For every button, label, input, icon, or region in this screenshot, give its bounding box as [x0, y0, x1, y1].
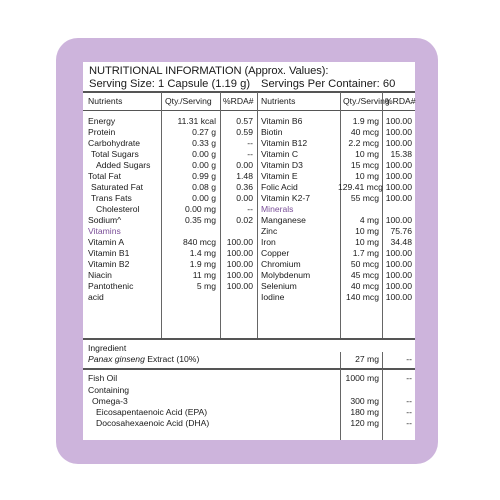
nutrient-rda: 0.02	[236, 215, 253, 225]
fish-oil-name: Docosahexaenoic Acid (DHA)	[96, 418, 210, 428]
nutrient-name: Manganese	[261, 215, 306, 225]
nutrient-name: Vitamin D3	[261, 160, 303, 170]
nutrient-name: Total Fat	[88, 171, 121, 181]
nutrient-qty: 0.33 g	[192, 138, 216, 148]
nutrient-rda: 100.00	[385, 171, 412, 181]
nutrient-name: Iron	[261, 237, 276, 247]
serving-size: Serving Size: 1 Capsule (1.19 g)	[89, 78, 251, 90]
fish-oil-qty: 300 mg	[350, 396, 379, 406]
nutrient-rda: 100.00	[385, 248, 412, 258]
nutrient-qty: 10 mg	[355, 149, 379, 159]
nutrient-rda: 0.57	[236, 116, 253, 126]
header-nutrients: Nutrients	[88, 96, 123, 106]
column-rule	[340, 369, 341, 440]
nutrient-name: Copper	[261, 248, 290, 258]
fish-oil-qty: 120 mg	[350, 418, 379, 428]
nutrient-name: Vitamin C	[261, 149, 299, 159]
nutrient-rda: 100.00	[226, 281, 253, 291]
column-rule	[220, 92, 221, 340]
nutrient-rda: 0.59	[236, 127, 253, 137]
nutrient-qty: 1.9 mg	[189, 259, 216, 269]
nutrient-name: Vitamin E	[261, 171, 298, 181]
nutrient-rda: 100.00	[385, 138, 412, 148]
header-rda-2: %RDA#	[385, 96, 416, 106]
nutrient-name: Selenium	[261, 281, 297, 291]
nutrient-rda: 0.00	[236, 193, 253, 203]
nutrient-rda: 100.00	[385, 259, 412, 269]
nutrient-rda: --	[247, 204, 253, 214]
fish-oil-name: Eicosapentaenoic Acid (EPA)	[96, 407, 208, 417]
nutrient-name: Chromium	[261, 259, 301, 269]
nutrient-name: Total Sugars	[91, 149, 139, 159]
nutrient-name: Cholesterol	[96, 204, 140, 214]
nutrient-rda: 100.00	[385, 292, 412, 302]
panel-title: NUTRITIONAL INFORMATION (Approx. Values):	[89, 65, 329, 77]
nutrient-qty: 840 mcg	[183, 237, 216, 247]
nutrient-qty: 0.08 g	[192, 182, 216, 192]
ingredient-qty: 27 mg	[355, 354, 379, 364]
divider	[83, 110, 415, 111]
nutrient-qty: 1.9 mg	[352, 116, 379, 126]
nutrient-name: Pantothenic	[88, 281, 134, 291]
nutrient-name: Vitamin B1	[88, 248, 130, 258]
nutrient-rda: 100.00	[385, 116, 412, 126]
nutrient-qty: 10 mg	[355, 171, 379, 181]
nutrient-qty: 45 mcg	[350, 270, 379, 280]
header-qty-2: Qty./Serving	[343, 96, 390, 106]
nutrient-qty: 0.00 mg	[184, 204, 216, 214]
nutrient-qty: 40 mcg	[350, 127, 379, 137]
nutrient-rda: 100.00	[385, 281, 412, 291]
nutrient-name: Molybdenum	[261, 270, 311, 280]
nutrient-rda: 34.48	[390, 237, 412, 247]
nutrition-panel	[83, 62, 415, 440]
header-qty: Qty./Serving	[165, 96, 212, 106]
column-rule	[340, 92, 341, 340]
nutrient-rda: 100.00	[226, 248, 253, 258]
nutrient-qty: 55 mcg	[350, 193, 379, 203]
nutrient-name: Niacin	[88, 270, 112, 280]
nutrient-qty: 0.99 g	[192, 171, 216, 181]
fish-oil-name: Fish Oil	[88, 373, 118, 383]
nutrient-rda: 0.36	[236, 182, 253, 192]
fish-oil-rda: --	[406, 373, 412, 383]
nutrient-rda: 100.00	[385, 182, 412, 192]
nutrient-name: Trans Fats	[91, 193, 132, 203]
section-label-vitamins: Vitamins	[88, 226, 121, 236]
nutrient-rda: 100.00	[385, 215, 412, 225]
nutrient-qty: 10 mg	[355, 226, 379, 236]
nutrient-name: Iodine	[261, 292, 285, 302]
servings-per-container: Servings Per Container: 60	[261, 78, 396, 90]
nutrient-qty: 5 mg	[196, 281, 216, 291]
nutrient-qty: 1.7 mg	[352, 248, 379, 258]
fish-oil-rda: --	[406, 396, 412, 406]
nutrient-rda: 100.00	[385, 127, 412, 137]
nutrient-name: Vitamin B6	[261, 116, 303, 126]
nutrient-qty: 1.4 mg	[189, 248, 216, 258]
nutrient-qty: 10 mg	[355, 237, 379, 247]
nutrient-name: Sodium^	[88, 215, 122, 225]
nutrient-name: Vitamin A	[88, 237, 125, 247]
nutrient-name: Vitamin B2	[88, 259, 130, 269]
nutrient-name: Folic Acid	[261, 182, 298, 192]
nutrient-qty: 140 mcg	[346, 292, 379, 302]
nutrient-qty: 11.31 kcal	[177, 116, 216, 126]
nutrient-rda: 1.48	[236, 171, 253, 181]
nutrient-name: Biotin	[261, 127, 283, 137]
nutrient-qty: 0.35 mg	[184, 215, 216, 225]
nutrient-name: Saturated Fat	[91, 182, 144, 192]
nutrient-rda: 100.00	[226, 237, 253, 247]
nutrient-name: acid	[88, 292, 104, 302]
nutrient-qty: 0.27 g	[192, 127, 216, 137]
nutrient-rda: 100.00	[226, 270, 253, 280]
ingredient-extract: Extract (10%)	[144, 354, 200, 364]
fish-oil-name: Containing	[88, 385, 130, 395]
nutrient-rda: 100.00	[385, 160, 412, 170]
nutrient-qty: 2.2 mcg	[348, 138, 379, 148]
nutrient-qty: 11 mg	[192, 270, 216, 280]
section-label-minerals: Minerals	[261, 204, 294, 214]
divider	[83, 368, 415, 370]
nutrient-name: Vitamin K2-7	[261, 193, 311, 203]
nutrient-rda: 75.76	[390, 226, 412, 236]
ingredient-name	[88, 354, 199, 364]
nutrient-qty: 0.00 g	[192, 160, 216, 170]
nutrient-qty: 40 mcg	[350, 281, 379, 291]
divider	[83, 91, 415, 93]
nutrient-rda: 100.00	[385, 270, 412, 280]
nutrient-qty: 0.00 g	[192, 149, 216, 159]
nutrient-qty: 4 mg	[359, 215, 379, 225]
fish-oil-qty: 1000 mg	[345, 373, 379, 383]
ingredient-label: Ingredient	[88, 343, 127, 353]
nutrient-rda: 0.00	[236, 160, 253, 170]
nutrient-name: Protein	[88, 127, 116, 137]
header-nutrients-2: Nutrients	[261, 96, 296, 106]
nutrient-name: Vitamin B12	[261, 138, 308, 148]
header-rda: %RDA#	[223, 96, 254, 106]
fish-oil-rda: --	[406, 418, 412, 428]
divider	[83, 338, 415, 340]
nutrient-rda: 15.38	[390, 149, 412, 159]
nutrient-rda: 100.00	[385, 193, 412, 203]
nutrient-qty: 129.41 mcg	[338, 182, 383, 192]
nutrient-name: Energy	[88, 116, 116, 126]
nutrient-qty: 0.00 g	[192, 193, 216, 203]
ingredient-rda: --	[406, 354, 412, 364]
nutrient-rda: 100.00	[226, 259, 253, 269]
column-rule	[161, 92, 162, 340]
nutrient-qty: 50 mcg	[350, 259, 379, 269]
fish-oil-qty: 180 mg	[350, 407, 379, 417]
nutrient-name: Zinc	[261, 226, 278, 236]
ingredient-species: Panax ginseng	[88, 354, 145, 364]
nutrient-qty: 15 mcg	[350, 160, 379, 170]
nutrient-name: Carbohydrate	[88, 138, 141, 148]
column-rule	[257, 92, 258, 340]
nutrient-rda: --	[247, 149, 253, 159]
nutrient-rda: --	[247, 138, 253, 148]
nutrient-name: Added Sugars	[96, 160, 151, 170]
fish-oil-name: Omega-3	[92, 396, 128, 406]
fish-oil-rda: --	[406, 407, 412, 417]
